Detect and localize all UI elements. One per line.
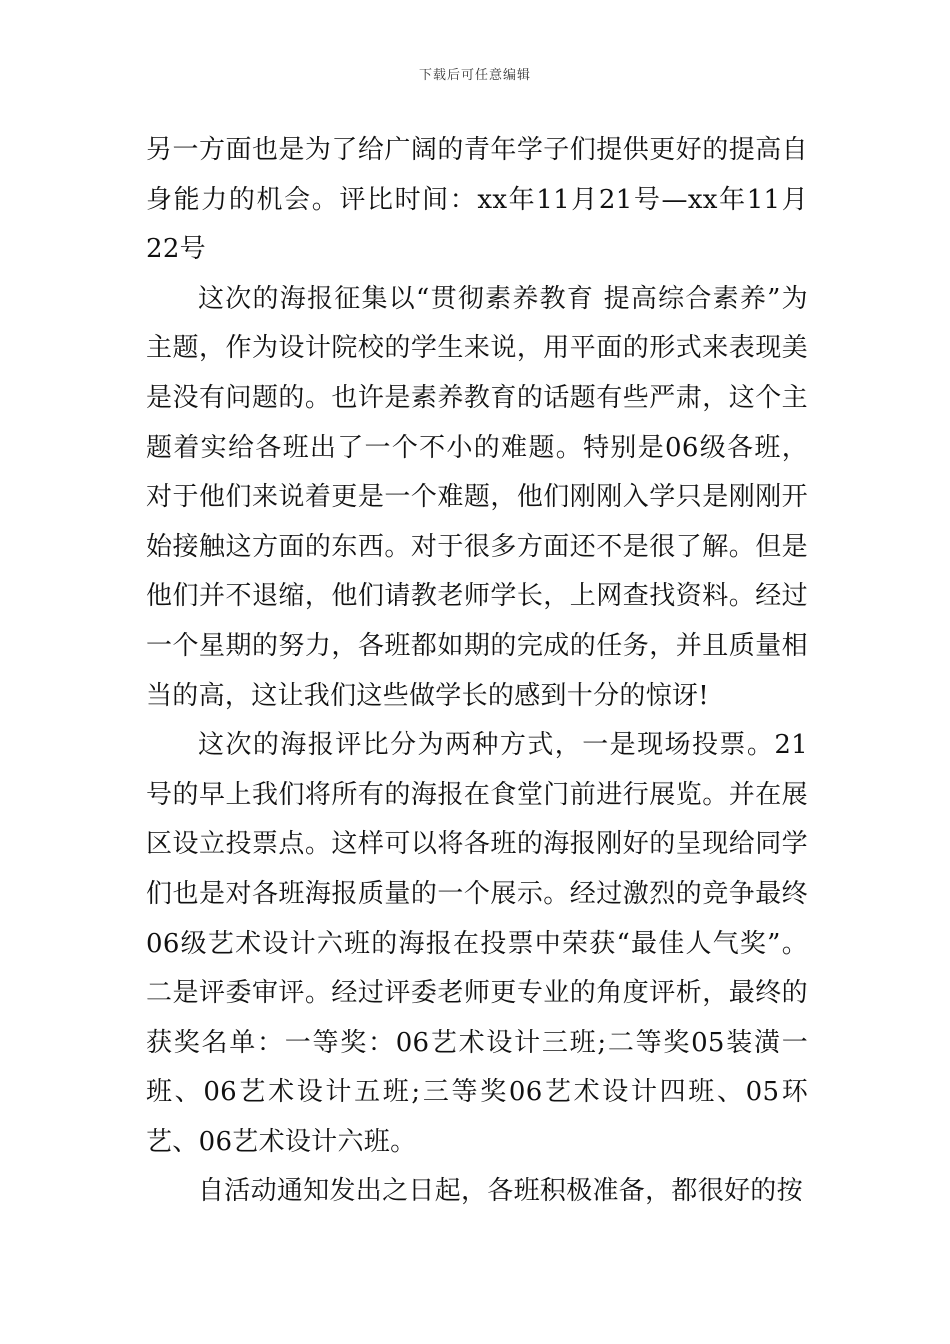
paragraph-intro-continuation: 另一方面也是为了给广阔的青年学子们提供更好的提高自身能力的机会。评比时间：xx年11月21号—xx年11月22号: [146, 135, 808, 265]
document-body: [146, 126, 808, 1217]
paragraph-activity-preparation: 自活动通知发出之日起，各班积极准备，都很好的按: [198, 1176, 803, 1207]
paragraph-poster-theme: 这次的海报征集以“贯彻素养教育 提高综合素养”为主题，作为设计院校的学生来说，用平面的形式来表现美是没有问题的。也许是素养教育的话题有些严肃，这个主题着实给各班出了一个不小的难题。特别是06级各班，对于他们来说着更是一个难题，他们刚刚入学只是刚刚开始接触这方面的东西。对于很多方面还不是很了解。但是他们并不退缩，他们请教老师学长，上网查找资料。经过一个星期的努力，各班都如期的完成的任务，并且质量相当的高，这让我们这些做学长的感到十分的惊讶!: [146, 283, 808, 711]
page-header-note: 下载后可任意编辑: [418, 68, 531, 83]
paragraph-poster-evaluation: 这次的海报评比分为两种方式，一是现场投票。21号的早上我们将所有的海报在食堂门前进行展览。并在展区设立投票点。这样可以将各班的海报刚好的呈现给同学们也是对各班海报质量的一个展示。经过激烈的竞争最终06级艺术设计六班的海报在投票中荣获“最佳人气奖”。二是评委审评。经过评委老师更专业的角度评析，最终的获奖名单：一等奖：06艺术设计三班;二等奖05装潢一班、06艺术设计五班;三等奖06艺术设计四班、05环艺、06艺术设计六班。: [146, 730, 808, 1157]
